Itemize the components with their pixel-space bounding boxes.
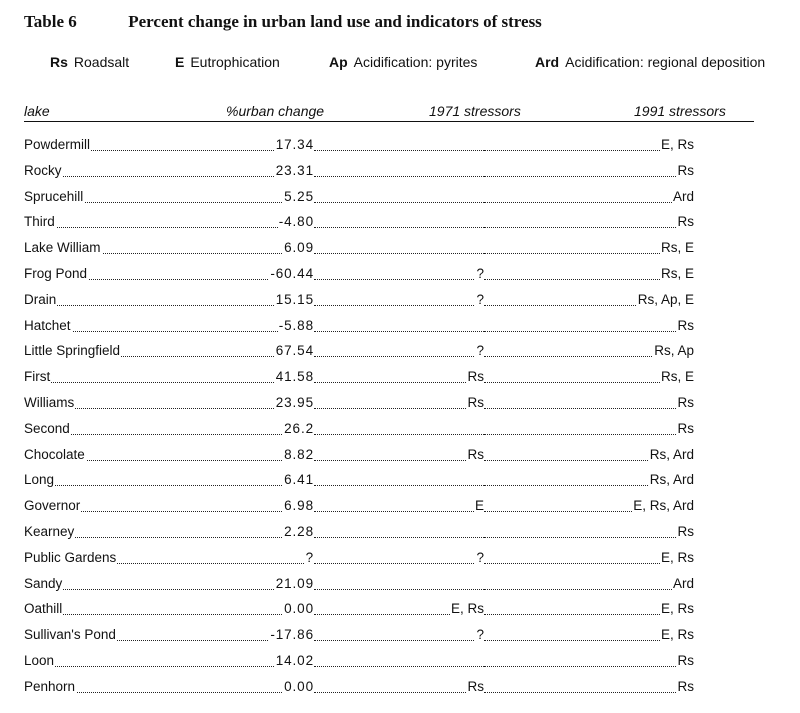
column-header-pct: %urban change — [226, 103, 325, 119]
urban-change-value: 14.02 — [275, 652, 314, 668]
lake-name: Public Gardens — [24, 549, 117, 565]
urban-change-value: 0.00 — [284, 678, 314, 694]
table-number: Table 6 — [24, 12, 77, 31]
dot-leader — [484, 678, 694, 693]
stressors-1971: ? — [476, 291, 484, 307]
legend-item — [50, 54, 129, 70]
legend-label: Acidification: regional deposition — [565, 54, 766, 70]
column-header-1991: 1991 stressors — [634, 103, 726, 119]
dot-leader — [484, 162, 694, 177]
stressors-1991: Rs — [677, 652, 694, 668]
stressors-1971: E, Rs — [450, 601, 484, 617]
stressors-1991: E, Rs — [660, 549, 694, 565]
dot-leader — [314, 342, 484, 357]
stressors-1971: Rs — [467, 394, 484, 410]
urban-change-value: 2.28 — [284, 523, 314, 539]
dot-leader — [484, 523, 694, 538]
table-title — [24, 12, 542, 32]
table-row — [24, 186, 694, 212]
lake-name: Frog Pond — [24, 265, 88, 281]
stressors-1971: ? — [476, 627, 484, 643]
dot-leader — [484, 420, 694, 435]
stressors-1991: Rs, Ard — [649, 472, 694, 488]
dot-leader — [24, 652, 314, 667]
urban-change-value: 5.25 — [284, 188, 314, 204]
dot-leader — [314, 162, 484, 177]
legend-abbr: Rs — [50, 54, 68, 70]
stressors-1971: Rs — [467, 678, 484, 694]
urban-change-value: 41.58 — [275, 369, 314, 385]
table-row — [24, 676, 694, 702]
table-caption: Percent change in urban land use and indicators of stress — [128, 12, 542, 31]
dot-leader — [314, 652, 484, 667]
dot-leader — [314, 678, 484, 693]
legend-abbr: Ard — [535, 54, 560, 70]
stressors-1991: Rs — [677, 420, 694, 436]
lake-name: Powdermill — [24, 137, 91, 152]
dot-leader — [314, 188, 484, 203]
dot-leader — [314, 523, 484, 538]
dot-leader — [314, 549, 484, 564]
lake-name: Loon — [24, 652, 55, 668]
dot-leader — [314, 626, 484, 641]
lake-name: Kearney — [24, 523, 75, 539]
dot-leader — [314, 471, 484, 486]
column-header-1971: 1971 stressors — [429, 103, 521, 119]
urban-change-value: 6.09 — [284, 240, 314, 256]
dot-leader — [24, 471, 314, 486]
legend-label: Eutrophication — [190, 54, 280, 70]
lake-name: Third — [24, 214, 55, 230]
stressors-1991: E, Rs — [660, 601, 694, 617]
dot-leader — [484, 317, 694, 332]
stressors-1971: E — [474, 498, 484, 514]
lake-name: Sandy — [24, 575, 63, 591]
stressors-1991: Rs, E — [660, 240, 694, 256]
table-row — [24, 315, 694, 341]
stressors-1991: Rs — [677, 317, 694, 333]
table-row — [24, 547, 694, 573]
legend-label: Acidification: pyrites — [353, 54, 478, 70]
dot-leader — [314, 291, 484, 306]
stressors-1991: Rs, E — [660, 265, 694, 281]
dot-leader — [314, 446, 484, 461]
lake-name: Chocolate — [24, 446, 85, 462]
lake-name: Drain — [24, 291, 57, 307]
dot-leader — [24, 291, 314, 306]
table-row — [24, 444, 694, 470]
lake-name: First — [24, 369, 51, 385]
lake-name: Hatchet — [24, 317, 71, 333]
dot-leader — [24, 213, 314, 228]
lake-name: Sprucehill — [24, 188, 84, 204]
stressors-1971: ? — [476, 265, 484, 281]
urban-change-value: ? — [305, 549, 314, 565]
legend-item — [175, 54, 280, 70]
table-row — [24, 598, 694, 624]
dot-leader — [24, 162, 314, 177]
lake-name: Sullivan's Pond — [24, 627, 116, 643]
table-row — [24, 392, 694, 418]
stressors-1991: Rs, Ap, E — [637, 291, 694, 307]
dot-leader — [24, 600, 314, 615]
lake-name: Long — [24, 472, 55, 488]
urban-change-value: 6.41 — [284, 472, 314, 488]
stressors-1971: Rs — [467, 369, 484, 385]
table-row — [24, 160, 694, 186]
table-row — [24, 469, 694, 495]
urban-change-value: 17.34 — [275, 137, 314, 152]
lake-name: Second — [24, 420, 70, 436]
dot-leader — [314, 368, 484, 383]
table-row — [24, 211, 694, 237]
table-row — [24, 340, 694, 366]
table-row — [24, 263, 694, 289]
lake-name: Penhorn — [24, 678, 76, 694]
stressors-1991: Ard — [672, 575, 694, 591]
stressors-1991: Rs — [677, 523, 694, 539]
stressors-1971: ? — [476, 343, 484, 359]
stressors-1991: Rs, E — [660, 369, 694, 385]
table-row — [24, 237, 694, 263]
legend-item — [329, 54, 477, 70]
dot-leader — [314, 497, 484, 512]
table-body — [24, 134, 694, 702]
stressors-1991: E, Rs, Ard — [633, 498, 694, 514]
lake-name: Williams — [24, 394, 75, 410]
urban-change-value: 8.82 — [284, 446, 314, 462]
stressors-1991: E, Rs — [660, 627, 694, 643]
dot-leader — [484, 188, 694, 203]
lake-name: Governor — [24, 498, 81, 514]
table-row — [24, 650, 694, 676]
table-row — [24, 624, 694, 650]
stressors-1991: Rs, Ard — [649, 446, 694, 462]
dot-leader — [484, 394, 694, 409]
dot-leader — [314, 239, 484, 254]
stressors-1991: Rs, Ap — [654, 343, 694, 359]
table-row — [24, 573, 694, 599]
dot-leader — [314, 575, 484, 590]
urban-change-value: -5.88 — [278, 317, 314, 333]
table-row — [24, 366, 694, 392]
legend-abbr: Ap — [329, 54, 348, 70]
urban-change-value: 6.98 — [284, 498, 314, 514]
stressors-1991: Rs — [677, 162, 694, 178]
dot-leader — [314, 394, 484, 409]
urban-change-value: 0.00 — [284, 601, 314, 617]
dot-leader — [314, 420, 484, 435]
dot-leader — [314, 265, 484, 280]
table-row — [24, 289, 694, 315]
dot-leader — [484, 652, 694, 667]
lake-name: Lake William — [24, 240, 101, 256]
lake-name: Rocky — [24, 162, 62, 178]
urban-change-value: 15.15 — [275, 291, 314, 307]
urban-change-value: -17.86 — [270, 627, 314, 643]
column-header-lake: lake — [24, 103, 50, 119]
table-row — [24, 134, 694, 160]
table-row — [24, 495, 694, 521]
stressors-1991: E, Rs — [660, 137, 694, 152]
table-row — [24, 418, 694, 444]
stressors-1991: Rs — [677, 394, 694, 410]
urban-change-value: 21.09 — [275, 575, 314, 591]
dot-leader — [24, 575, 314, 590]
urban-change-value: 23.95 — [275, 394, 314, 410]
legend-label: Roadsalt — [73, 54, 130, 70]
dot-leader — [314, 213, 484, 228]
dot-leader — [24, 368, 314, 383]
legend-item — [535, 54, 765, 70]
legend-abbr: E — [175, 54, 185, 70]
dot-leader — [314, 136, 484, 151]
stressors-1991: Rs — [677, 214, 694, 230]
lake-name: Little Springfield — [24, 343, 121, 359]
dot-leader — [484, 213, 694, 228]
table-row — [24, 521, 694, 547]
urban-change-value: 26.2 — [284, 420, 314, 436]
urban-change-value: -4.80 — [278, 214, 314, 230]
lake-name: Oathill — [24, 601, 63, 617]
urban-change-value: 67.54 — [275, 343, 314, 359]
dot-leader — [314, 317, 484, 332]
stressors-1991: Rs — [677, 678, 694, 694]
stressors-1971: Rs — [467, 446, 484, 462]
urban-change-value: 23.31 — [275, 162, 314, 178]
urban-change-value: -60.44 — [270, 265, 314, 281]
column-header — [24, 103, 754, 122]
dot-leader — [484, 575, 694, 590]
stressors-1991: Ard — [672, 188, 694, 204]
stressors-1971: ? — [476, 549, 484, 565]
